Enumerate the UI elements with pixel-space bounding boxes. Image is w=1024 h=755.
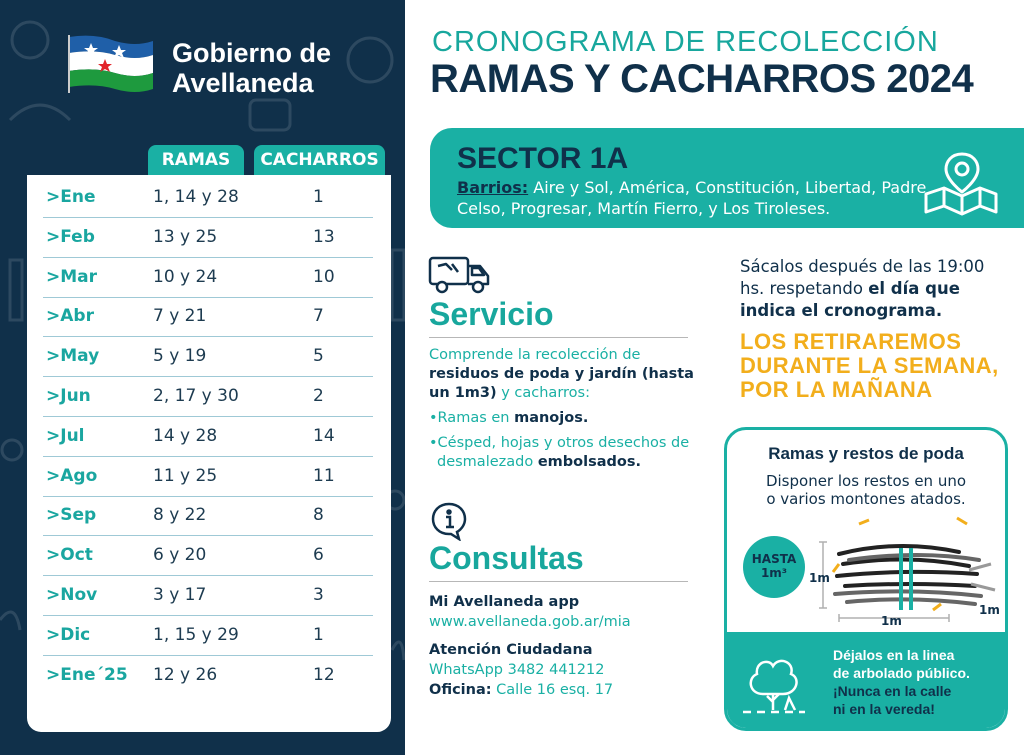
month-cell: >Ene´25 <box>46 664 128 685</box>
consultas-info <box>429 592 709 700</box>
volume-badge <box>743 536 805 598</box>
poda-title: Ramas y restos de poda <box>768 444 964 463</box>
map-pin-icon <box>922 150 1000 216</box>
month-cell: >Ene <box>46 187 96 207</box>
sector-name: SECTOR 1A <box>457 142 629 175</box>
ramas-cell: 13 y 25 <box>153 226 218 247</box>
servicio-text-a: Comprende la recolección de <box>429 347 641 363</box>
cacharros-cell: 3 <box>313 585 324 605</box>
pickup-line-3: POR LA MAÑANA <box>740 377 933 402</box>
divider <box>429 581 688 582</box>
table-row <box>43 297 373 337</box>
instruction-bold: el día que indica el cronograma. <box>740 279 960 320</box>
poda-line-1: Disponer los restos en uno <box>765 472 967 490</box>
cacharros-cell: 2 <box>313 386 324 406</box>
pickup-line-1: LOS RETIRAREMOS <box>740 329 962 354</box>
placement-line-1: Déjalos en la linea <box>833 647 955 663</box>
schedule-instruction <box>740 256 1010 322</box>
month-cell: >Jul <box>46 425 85 446</box>
table-row <box>43 496 373 536</box>
whatsapp-number: WhatsApp 3482 441212 <box>429 662 605 678</box>
table-row <box>43 377 373 417</box>
month-cell: >Abr <box>46 306 94 327</box>
table-row <box>43 576 373 616</box>
atencion-label: Atención Ciudadana <box>429 642 593 658</box>
ramas-cell: 14 y 28 <box>153 425 218 446</box>
instruction-text: Sácalos después de las 19:00 hs. respetando <box>740 257 985 298</box>
volume-badge-value: 1m³ <box>760 566 788 580</box>
pickup-line-2: DURANTE LA SEMANA, <box>740 353 999 378</box>
month-cell: >May <box>46 346 100 367</box>
servicio-title: Servicio <box>429 296 554 332</box>
ramas-cell: 1, 15 y 29 <box>153 624 239 645</box>
ramas-cell: 1, 14 y 28 <box>153 187 239 207</box>
page-title: RAMAS Y CACHARROS 2024 <box>430 57 974 101</box>
table-row <box>43 536 373 576</box>
month-cell: >Jun <box>46 386 91 406</box>
consultas-title: Consultas <box>429 540 584 576</box>
table-row <box>43 337 373 377</box>
schedule-panel <box>0 0 405 755</box>
servicio-text-b: residuos de poda y jardín (hasta un 1m3) <box>429 366 694 401</box>
month-cell: >Mar <box>46 266 98 287</box>
table-row <box>43 457 373 497</box>
placement-text <box>833 646 1003 718</box>
servicio-paragraph <box>429 346 709 403</box>
app-label: Mi Avellaneda app <box>429 594 580 610</box>
dimension-depth: 1m <box>979 603 1000 617</box>
servicio-bullet-2 <box>429 434 709 472</box>
cacharros-cell: 5 <box>313 346 324 367</box>
placement-notice <box>727 632 1005 731</box>
volume-badge-label: HASTA <box>751 552 797 566</box>
column-header-cacharros: CACHARROS <box>254 145 385 175</box>
bullet-2-bold: embolsados. <box>537 454 641 470</box>
oficina-label: Oficina: <box>429 682 492 698</box>
government-logo-text <box>172 38 331 98</box>
oficina-line <box>429 680 709 700</box>
ramas-cell: 2, 17 y 30 <box>153 386 239 406</box>
table-row <box>43 218 373 258</box>
gov-line-1: Gobierno de <box>172 38 332 68</box>
cacharros-cell: 14 <box>313 425 335 446</box>
poda-card <box>724 427 1008 731</box>
bullet-1-text: •Ramas en <box>429 410 515 426</box>
barrios-list <box>457 177 927 219</box>
ramas-cell: 11 y 25 <box>153 465 218 486</box>
month-cell: >Dic <box>46 624 91 645</box>
sector-banner <box>430 128 1024 228</box>
placement-line-2: de arbolado público. <box>833 665 970 681</box>
servicio-description <box>429 346 709 478</box>
warning-line-1: ¡Nunca en la calle <box>833 683 952 699</box>
ramas-cell: 8 y 22 <box>153 505 207 526</box>
cacharros-cell: 12 <box>313 664 335 685</box>
branch-bundle-illustration <box>809 514 1005 626</box>
table-row <box>43 656 373 696</box>
divider <box>429 337 688 338</box>
cacharros-cell: 11 <box>313 465 335 486</box>
cacharros-cell: 10 <box>313 266 335 287</box>
tree-icon <box>741 650 807 720</box>
month-cell: >Nov <box>46 585 98 605</box>
app-url-link[interactable]: www.avellaneda.gob.ar/mia <box>429 614 631 630</box>
cacharros-cell: 7 <box>313 306 324 327</box>
dimension-width: 1m <box>881 614 902 626</box>
oficina-value: Calle 16 esq. 17 <box>491 682 614 698</box>
ramas-cell: 10 y 24 <box>153 266 218 287</box>
page-subtitle: CRONOGRAMA DE RECOLECCIÓN <box>432 26 939 58</box>
cacharros-cell: 1 <box>313 624 324 645</box>
table-row <box>43 417 373 457</box>
month-cell: >Ago <box>46 465 98 486</box>
ramas-cell: 6 y 20 <box>153 545 207 566</box>
month-cell: >Feb <box>46 226 95 247</box>
truck-icon <box>428 254 492 294</box>
cacharros-cell: 6 <box>313 545 324 566</box>
cacharros-cell: 13 <box>313 226 335 247</box>
gov-line-2: Avellaneda <box>172 68 314 98</box>
avellaneda-flag-icon <box>65 33 157 95</box>
ramas-cell: 12 y 26 <box>153 664 218 685</box>
warning-line-2: ni en la vereda! <box>833 701 935 717</box>
pickup-notice <box>740 330 1020 402</box>
servicio-bullet-1 <box>429 409 709 428</box>
ramas-cell: 7 y 21 <box>153 306 207 327</box>
dimension-height: 1m <box>809 571 830 585</box>
servicio-text-c: y cacharros: <box>496 385 590 401</box>
cacharros-cell: 1 <box>313 187 324 207</box>
cacharros-cell: 8 <box>313 505 324 526</box>
bullet-2-text: •Césped, hojas y otros desechos de desmalezado <box>429 435 690 470</box>
poda-line-2: o varios montones atados. <box>766 490 966 508</box>
table-row <box>43 258 373 298</box>
table-row <box>43 616 373 656</box>
bullet-1-bold: manojos. <box>514 410 589 426</box>
table-row <box>43 178 373 218</box>
info-bubble-icon <box>430 501 468 541</box>
barrios-text: Aire y Sol, América, Constitución, Libertad, Padre Celso, Progresar, Martín Fierro, y Los Tiroleses. <box>457 178 927 218</box>
ramas-cell: 3 y 17 <box>153 585 207 605</box>
column-header-ramas: RAMAS <box>148 145 244 175</box>
poda-instructions <box>727 472 1005 508</box>
month-cell: >Sep <box>46 505 97 526</box>
barrios-label: Barrios: <box>457 178 529 197</box>
ramas-cell: 5 y 19 <box>153 346 207 367</box>
schedule-table <box>27 175 391 732</box>
month-cell: >Oct <box>46 545 93 566</box>
